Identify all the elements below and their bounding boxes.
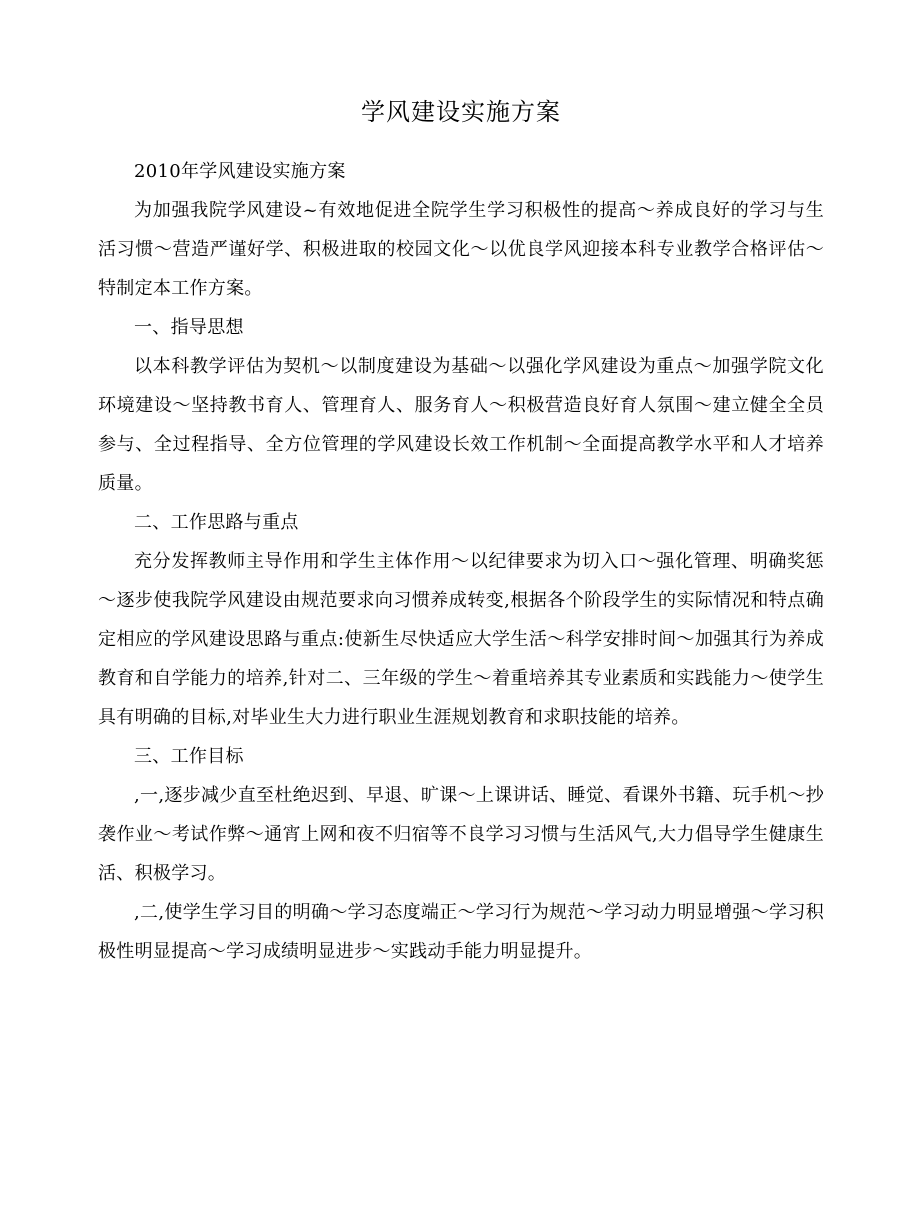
section-heading-guiding-thought: 一、指导思想 bbox=[134, 317, 244, 338]
goal-item-1: ,一,逐步减少直至杜绝迟到、早退、旷课～上课讲话、睡觉、看课外书籍、玩手机～抄袭作业～考试作弊～通宵上网和夜不归宿等不良学习习惯与生活风气,大力倡导学生健康生活、积极学习。 bbox=[98, 785, 824, 884]
intro-paragraph: 为加强我院学风建设~有效地促进全院学生学习积极性的提高～养成良好的学习与生活习惯～营造严谨好学、积极进取的校园文化～以优良学风迎接本科专业教学合格评估～特制定本工作方案。 bbox=[98, 200, 824, 299]
goal-item-2: ,二,使学生学习目的明确～学习态度端正～学习行为规范～学习动力明显增强～学习积极性明显提高～学习成绩明显进步～实践动手能力明显提升。 bbox=[98, 902, 824, 962]
section-body-guiding-thought: 以本科教学评估为契机～以制度建设为基础～以强化学风建设为重点～加强学院文化环境建设～坚持教书育人、管理育人、服务育人～积极营造良好育人氛围～建立健全全员参与、全过程指导、全方位管理的学风建设长效工作机制～全面提高教学水平和人才培养质量。 bbox=[98, 356, 824, 494]
section-heading-work-approach: 二、工作思路与重点 bbox=[134, 512, 299, 533]
section-heading-work-goals: 三、工作目标 bbox=[134, 746, 244, 767]
section-body-work-approach: 充分发挥教师主导作用和学生主体作用～以纪律要求为切入口～强化管理、明确奖惩～逐步使我院学风建设由规范要求向习惯养成转变,根据各个阶段学生的实际情况和特点确定相应的学风建设思路与重点:使新生尽快适应大学生活～科学安排时间～加强其行为养成教育和自学能力的培养,针对二、三年级的学生～着重培养其专业素质和实践能力～使学生具有明确的目标,对毕业生大力进行职业生涯规划教育和求职技能的培养。 bbox=[98, 551, 824, 728]
document-page bbox=[98, 92, 824, 971]
document-subtitle: 2010年学风建设实施方案 bbox=[134, 161, 346, 182]
document-title: 学风建设实施方案 bbox=[361, 98, 561, 126]
